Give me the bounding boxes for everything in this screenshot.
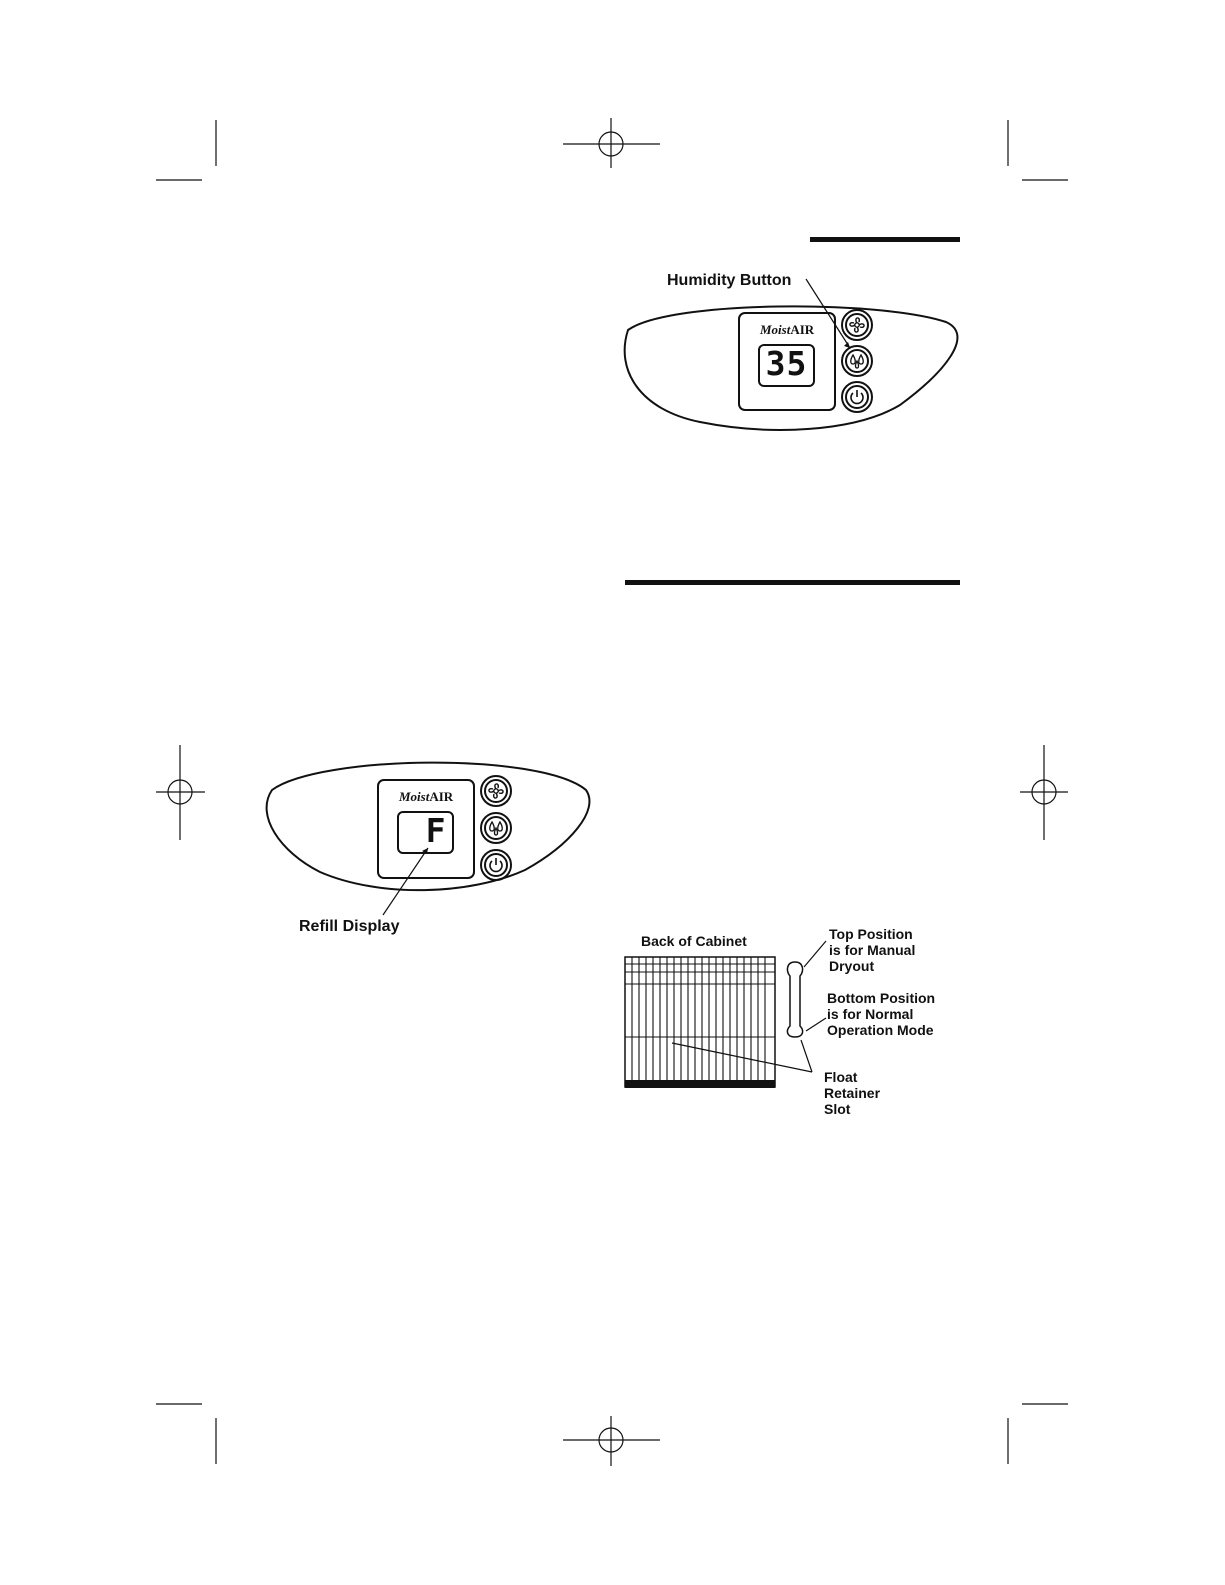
cabinet-grille [625,957,775,1087]
brand-italic: Moist [760,322,791,337]
back-of-cabinet-label: Back of Cabinet [641,933,747,949]
humidity-lcd-readout: 35 [765,344,808,383]
fan-icon [850,318,864,332]
humidity-panel-brand [760,322,814,338]
bottom-position-line-2: is for Normal [827,1006,914,1022]
float-retainer-slot-callout [824,1069,880,1117]
fan-icon [489,784,503,798]
bottom-position-line-3: Operation Mode [827,1022,934,1038]
humidity-icon [851,355,864,368]
printer-crop-marks [156,120,1068,1464]
slot-leader-1 [672,1043,812,1072]
top-position-callout [829,926,915,974]
bottom-position-line-1: Bottom Position [827,990,936,1006]
power-icon [490,858,502,871]
humidity-button-callout: Humidity Button [667,272,792,289]
refill-panel-brand [399,789,453,805]
cabinet-back-diagram [625,941,826,1088]
brand-caps: AIR [429,789,454,804]
cabinet-back-outline [625,957,775,1087]
slot-line-3: Slot [824,1101,851,1117]
bottom-position-callout [827,990,935,1038]
registration-marks [156,118,1068,1466]
slot-line-1: Float [824,1069,858,1085]
top-position-line-3: Dryout [829,958,875,974]
section-rule-middle [625,580,960,585]
bottom-position-leader [806,1018,826,1031]
top-position-leader [804,941,826,967]
slot-leader-2 [801,1040,812,1072]
refill-callout-leader [383,848,428,915]
top-position-line-2: is for Manual [829,942,916,958]
slot-line-2: Retainer [824,1085,881,1101]
brand-caps: AIR [790,322,815,337]
brand-italic: Moist [399,789,430,804]
refill-display-callout: Refill Display [299,918,400,935]
humidity-icon [490,822,503,835]
section-rule-top [810,237,960,242]
refill-lcd-readout: F [425,811,446,850]
power-icon [851,390,863,403]
top-position-line-1: Top Position [829,926,913,942]
float-retainer-slot [787,962,802,1037]
